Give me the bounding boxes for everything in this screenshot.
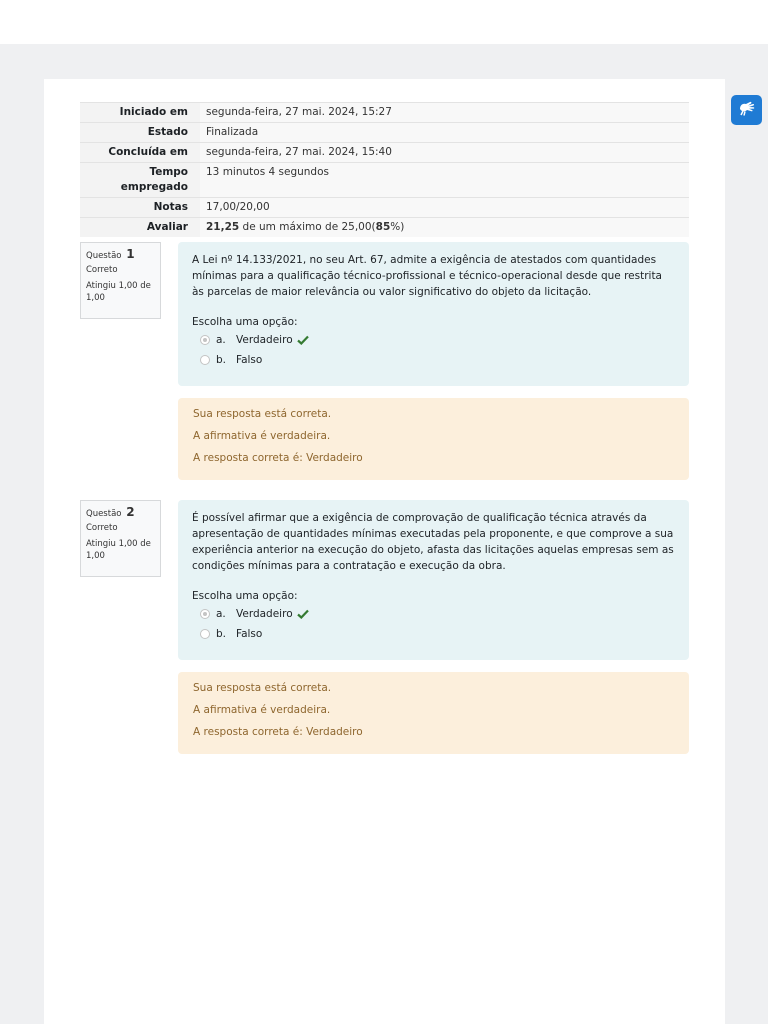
question-number-value: 1: [126, 247, 135, 261]
summary-label: Avaliar: [80, 218, 200, 238]
question-grade: Atingiu 1,00 de 1,00: [86, 281, 151, 303]
answer-option-b[interactable]: [192, 350, 675, 370]
option-letter: a.: [216, 334, 226, 346]
feedback-box-2: [178, 672, 689, 754]
summary-row: [80, 218, 689, 238]
option-letter: b.: [216, 628, 227, 640]
radio-button[interactable]: [200, 609, 210, 619]
sign-language-hands-icon: [737, 99, 757, 121]
top-navbar: [0, 0, 768, 44]
score-percent: 85: [375, 221, 391, 233]
checkmark-icon: [297, 609, 309, 619]
question-label: Questão: [86, 509, 122, 519]
score-suffix: %): [390, 221, 405, 233]
option-text: Falso: [236, 628, 263, 640]
answer-option-a[interactable]: [192, 330, 675, 350]
summary-value: 13 minutos 4 segundos: [200, 163, 689, 198]
accessibility-button[interactable]: [731, 95, 762, 125]
summary-value: Finalizada: [200, 123, 689, 143]
radio-button[interactable]: [200, 355, 210, 365]
summary-row: [80, 198, 689, 218]
summary-row: [80, 143, 689, 163]
question-number: [86, 247, 155, 261]
option-letter: b.: [216, 354, 227, 366]
question-state: Correto: [86, 265, 118, 275]
question-state: Correto: [86, 523, 118, 533]
question-label: Questão: [86, 251, 122, 261]
question-info-2: [80, 500, 161, 577]
attempt-summary-table: [80, 102, 689, 237]
feedback-box-1: [178, 398, 689, 480]
question-content-1: [178, 242, 689, 386]
question-info-1: [80, 242, 161, 319]
score-max-text: de um máximo de 25,00(: [239, 221, 376, 233]
radio-button[interactable]: [200, 335, 210, 345]
feedback-line: Sua resposta está correta.: [193, 682, 332, 694]
option-text: Falso: [236, 354, 263, 366]
summary-label: Estado: [80, 123, 200, 143]
question-number-value: 2: [126, 505, 135, 519]
summary-label: Notas: [80, 198, 200, 218]
feedback-line: A resposta correta é: Verdadeiro: [193, 452, 363, 464]
question-prompt: Escolha uma opção:: [192, 316, 298, 328]
feedback-line: A resposta correta é: Verdadeiro: [193, 726, 363, 738]
score-value: 21,25: [206, 221, 240, 233]
summary-value: [200, 218, 689, 238]
option-text: Verdadeiro: [236, 608, 293, 620]
feedback-line: A afirmativa é verdadeira.: [193, 704, 331, 716]
radio-button[interactable]: [200, 629, 210, 639]
summary-value: segunda-feira, 27 mai. 2024, 15:40: [200, 143, 689, 163]
question-grade: Atingiu 1,00 de 1,00: [86, 539, 151, 561]
summary-label: Tempo empregado: [80, 163, 200, 198]
option-letter: a.: [216, 608, 226, 620]
summary-row: [80, 123, 689, 143]
quiz-review-page: [44, 79, 725, 1024]
summary-value: segunda-feira, 27 mai. 2024, 15:27: [200, 103, 689, 123]
feedback-line: A afirmativa é verdadeira.: [193, 430, 331, 442]
answer-option-b[interactable]: [192, 624, 675, 644]
checkmark-icon: [297, 335, 309, 345]
question-text: É possível afirmar que a exigência de comprovação de qualificação técnica através da apresentação de quantidades mínimas executadas pela proponente, e que comprove a sua experiência anterior na execução do objeto, afasta das licitações aquelas empresas sem as condições mínimas para a contratação e execução da obra.: [192, 512, 674, 572]
feedback-line: Sua resposta está correta.: [193, 408, 332, 420]
summary-label: Concluída em: [80, 143, 200, 163]
summary-value: 17,00/20,00: [200, 198, 689, 218]
option-text: Verdadeiro: [236, 334, 293, 346]
question-content-2: [178, 500, 689, 660]
summary-row: [80, 103, 689, 123]
answer-option-a[interactable]: [192, 604, 675, 624]
question-number: [86, 505, 155, 519]
summary-row: [80, 163, 689, 198]
summary-label: Iniciado em: [80, 103, 200, 123]
question-prompt: Escolha uma opção:: [192, 590, 298, 602]
question-text: A Lei nº 14.133/2021, no seu Art. 67, admite a exigência de atestados com quantidades mínimas para a qualificação técnico-profissional e técnico-operacional desde que restrita às parcelas de maior relevância ou valor significativo do objeto da licitação.: [192, 254, 662, 298]
